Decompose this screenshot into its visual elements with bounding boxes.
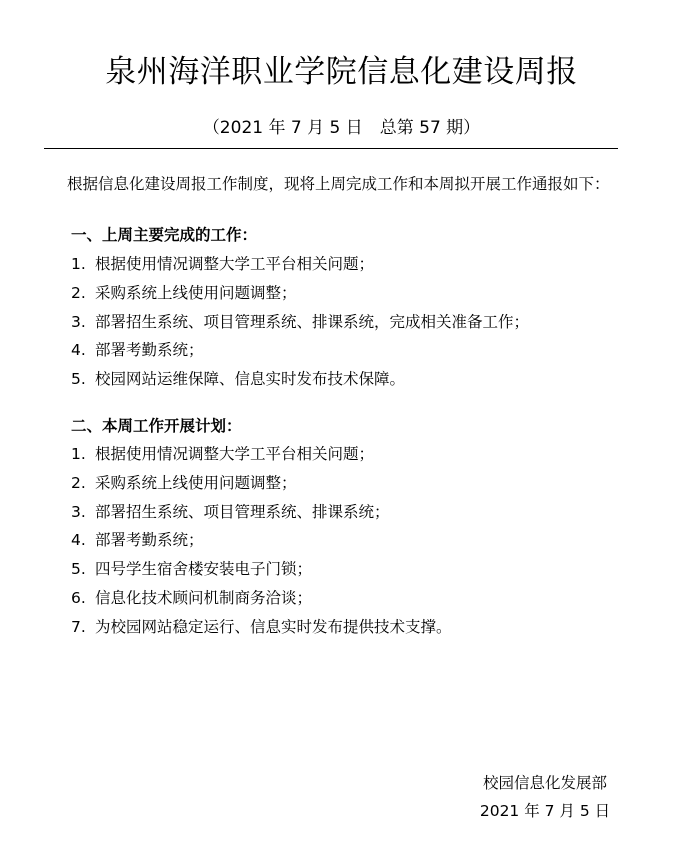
item-text: 部署考勤系统； (95, 341, 204, 360)
intro-text: 根据信息化建设周报工作制度，现将上周完成工作和本周拟开展工作通报如下： (67, 175, 610, 193)
list-item (71, 586, 452, 615)
item-text: 为校园网站稳定运行、信息实时发布提供技术支撑。 (95, 617, 452, 636)
item-number: 2. (71, 283, 86, 302)
item-number: 1. (71, 445, 86, 463)
last-week-heading: 一、上周主要完成的工作： (71, 226, 258, 244)
item-number: 7. (71, 617, 86, 636)
document-title: 泉州海洋职业学院信息化建设周报 (105, 54, 578, 90)
issue-line: （2021 年 7 月 5 日 总第 57 期） (202, 118, 481, 138)
item-number: 3. (71, 502, 86, 521)
this-week-list (71, 442, 452, 644)
item-number: 5. (71, 560, 86, 579)
item-number: 4. (71, 341, 86, 360)
last-week-list (71, 252, 529, 396)
item-text: 根据使用情况调整大学工平台相关问题； (95, 445, 375, 463)
this-week-heading: 二、本周工作开展计划： (71, 417, 242, 435)
item-text: 部署招生系统、项目管理系统、排课系统； (95, 502, 390, 521)
item-text: 采购系统上线使用问题调整； (95, 473, 297, 492)
item-number: 4. (71, 531, 86, 550)
list-item (71, 367, 529, 396)
list-item (71, 615, 452, 644)
intro-paragraph (35, 172, 645, 197)
item-text: 根据使用情况调整大学工平台相关问题； (95, 255, 375, 273)
item-number: 1. (71, 255, 86, 273)
item-text: 部署招生系统、项目管理系统、排课系统，完成相关准备工作； (95, 312, 530, 331)
item-text: 信息化技术顾问机制商务洽谈； (95, 588, 313, 607)
list-item (71, 281, 529, 310)
list-item (71, 500, 452, 529)
list-item (71, 338, 529, 367)
list-item (71, 557, 452, 586)
list-item (71, 310, 529, 339)
signature-date: 2021 年 7 月 5 日 (479, 802, 611, 820)
item-text: 部署考勤系统； (95, 531, 204, 550)
item-number: 2. (71, 473, 86, 492)
list-item (71, 528, 452, 557)
header-divider (44, 148, 618, 149)
item-text: 四号学生宿舍楼安装电子门锁； (95, 560, 313, 579)
list-item (71, 471, 452, 500)
item-text: 校园网站运维保障、信息实时发布技术保障。 (95, 370, 406, 389)
item-number: 6. (71, 588, 86, 607)
item-text: 采购系统上线使用问题调整； (95, 283, 297, 302)
item-number: 3. (71, 312, 86, 331)
signature-department: 校园信息化发展部 (482, 774, 607, 792)
item-number: 5. (71, 370, 86, 389)
list-item (71, 252, 529, 281)
list-item (71, 442, 452, 471)
